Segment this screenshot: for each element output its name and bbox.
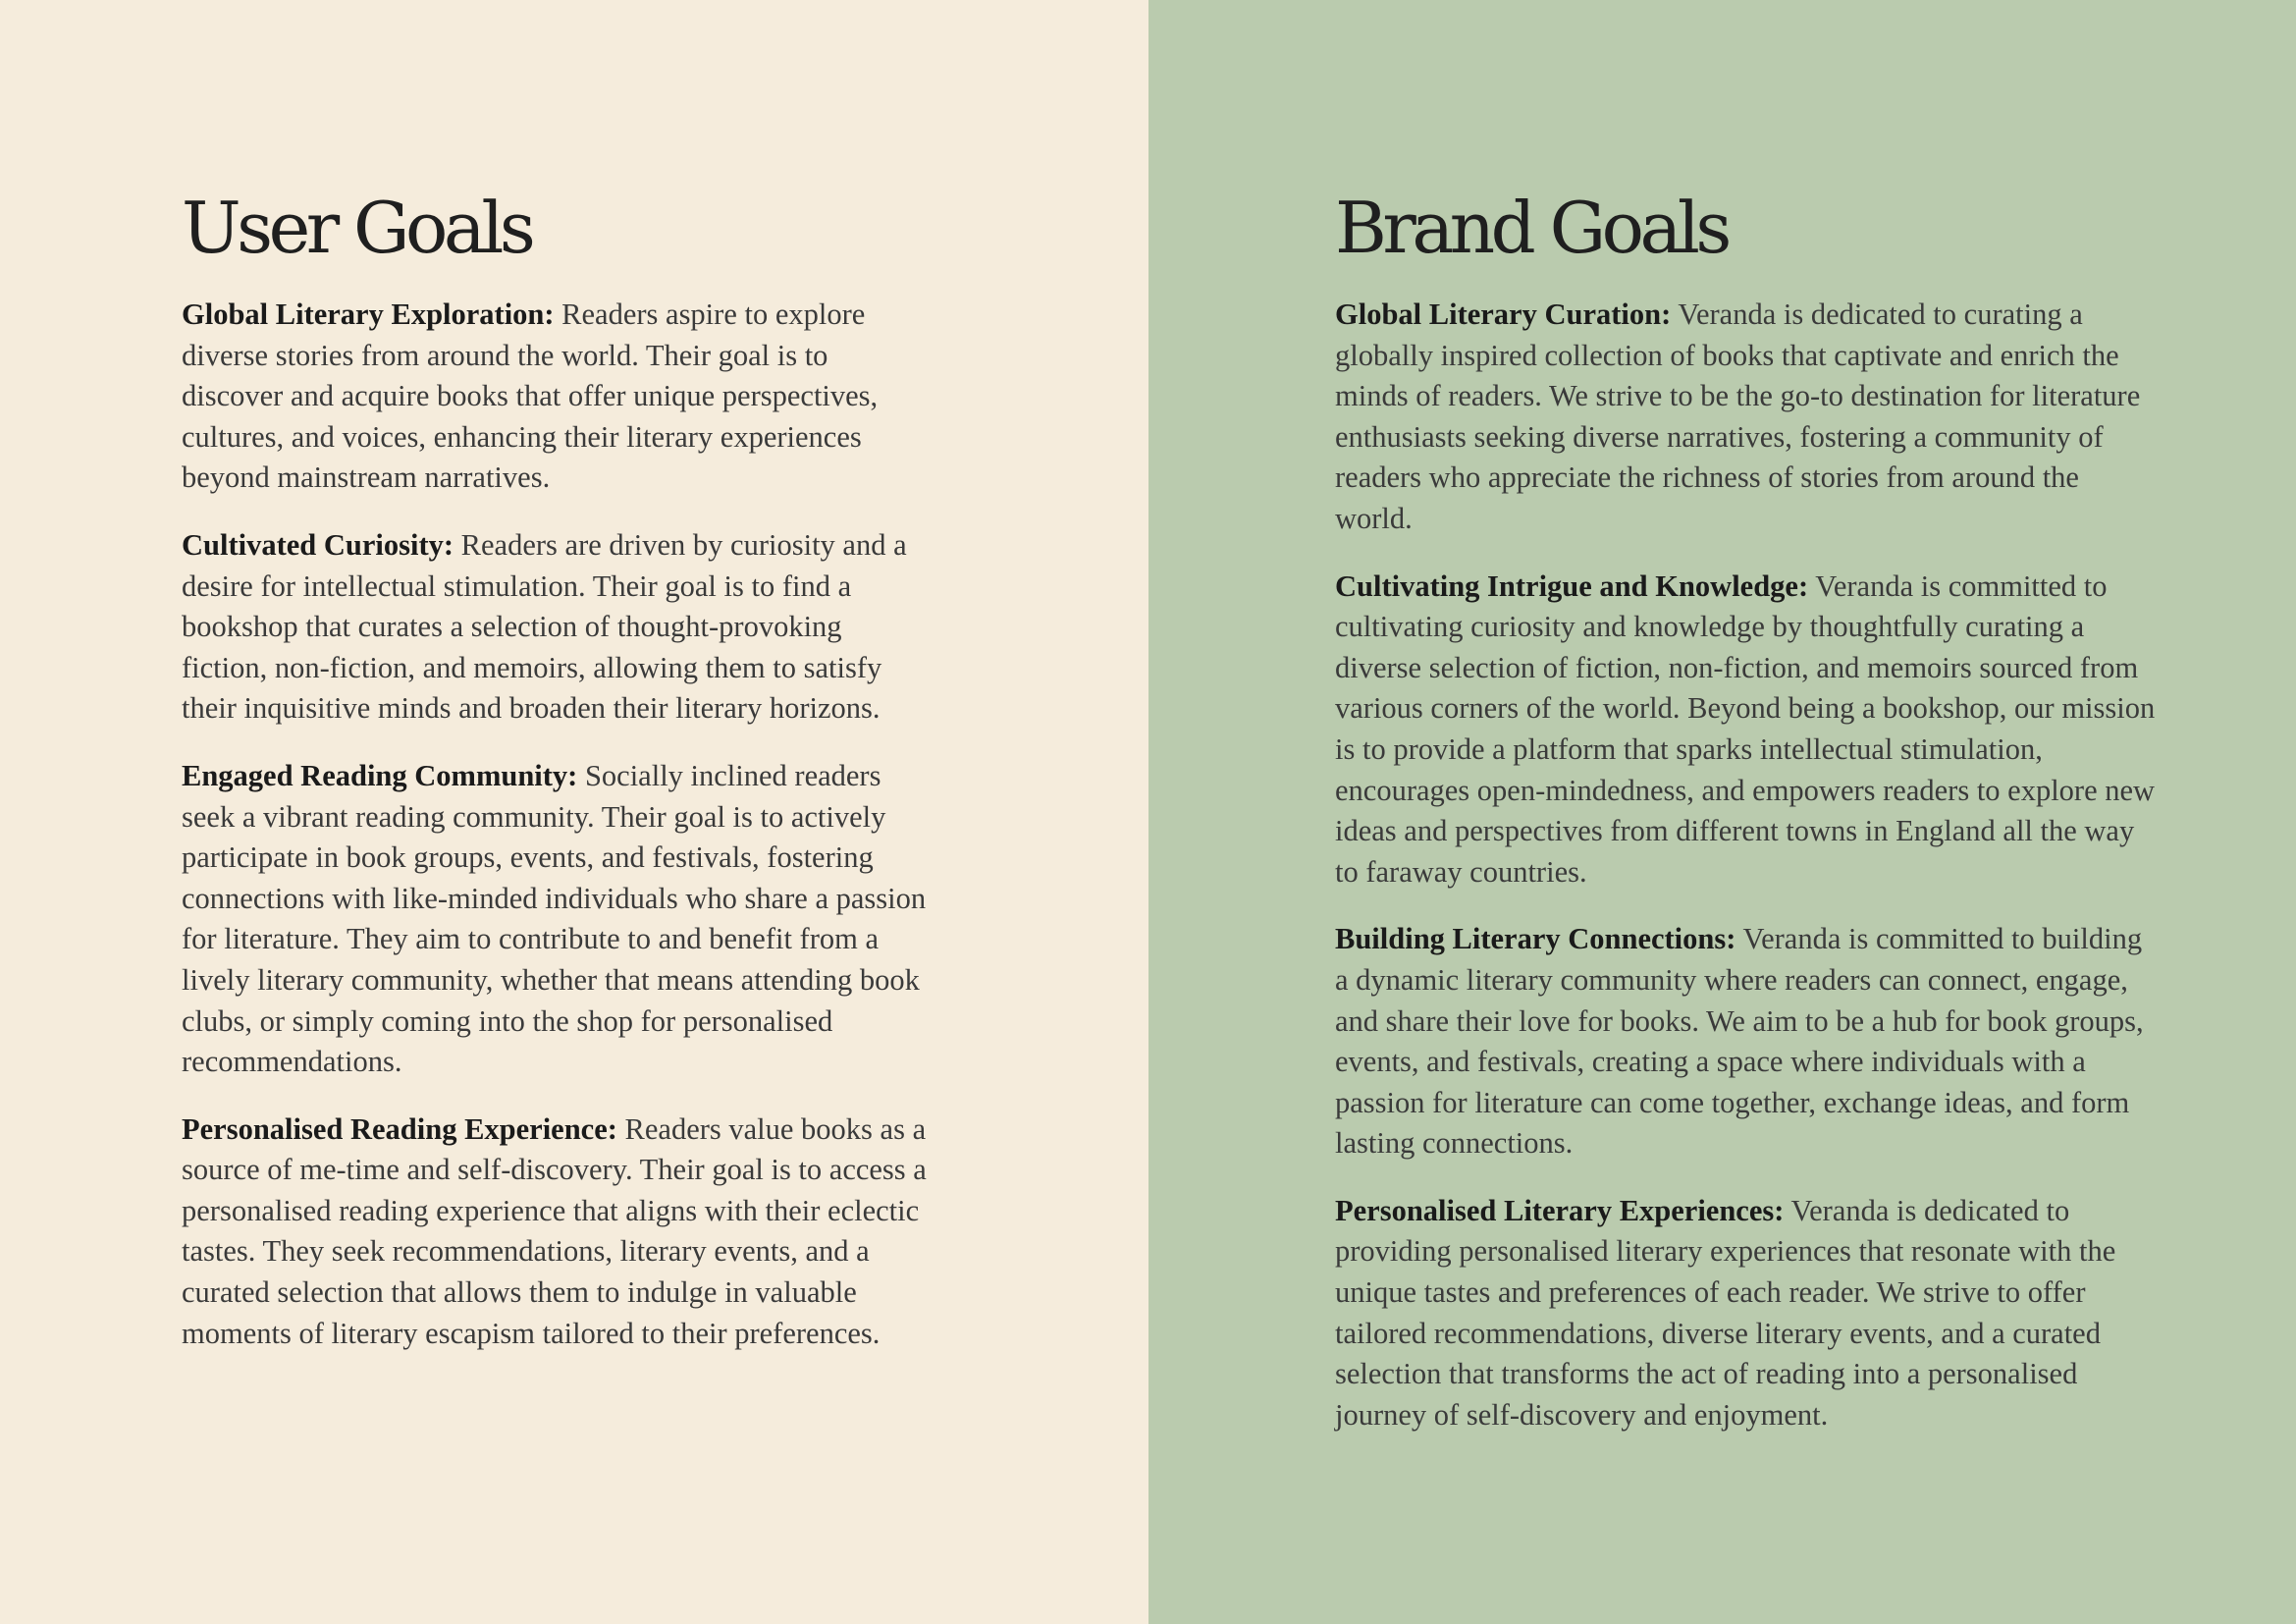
- user-goals-heading: User Goals: [182, 187, 532, 269]
- brand-goal-paragraph: [1335, 919, 2160, 1164]
- user-goal-title: Cultivated Curiosity:: [182, 527, 454, 562]
- brand-goal-text: Veranda is dedicated to curating a globally inspired collection of books that captivate and enrich the minds of readers. We strive to be the go-to destination for literature enthusiasts seeking diverse narratives, fostering a community of readers who appreciate the richness of stories from around the world.: [1335, 298, 2141, 535]
- user-goal-text: Readers are driven by curiosity and a desire for intellectual stimulation. Their goal is to find a bookshop that curates a selection of thought-provoking fiction, non-fiction, and memoirs, allowing them to satisfy their inquisitive minds and broaden their literary horizons.: [182, 527, 907, 726]
- user-goal-text: Readers aspire to explore diverse stories from around the world. Their goal is to discover and acquire books that offer unique perspectives, cultures, and voices, enhancing their literary experiences beyond mainstream narratives.: [182, 298, 879, 495]
- brand-goal-paragraph: [1335, 1191, 2160, 1436]
- brand-goals-column: [1335, 189, 2160, 1462]
- user-goal-paragraph: [182, 295, 928, 499]
- user-goal-paragraph: [182, 1110, 928, 1355]
- brand-goal-title: Building Literary Connections:: [1335, 922, 1736, 956]
- brand-goal-title: Global Literary Curation:: [1335, 298, 1672, 331]
- user-goal-text: Socially inclined readers seek a vibrant reading community. Their goal is to actively participate in book groups, events, and festivals, fostering connections with like-minded individuals who share a passion for literature. They aim to contribute to and benefit from a lively literary community, whether that means attending book clubs, or simply coming into the shop for personalised recommendations.: [182, 758, 927, 1079]
- user-goal-text: Readers value books as a source of me-time and self-discovery. Their goal is to access a personalised reading experience that aligns with their eclectic tastes. They seek recommendations, literary events, and a curated selection that allows them to indulge in valuable moments of literary escapism tailored to their preferences.: [182, 1111, 927, 1350]
- user-goal-title: Global Literary Exploration:: [182, 298, 555, 331]
- brand-goal-text: Veranda is committed to cultivating curiosity and knowledge by thoughtfully curating a diverse selection of fiction, non-fiction, and memoirs sourced from various corners of the world. Beyond being a bookshop, our mission is to provide a platform that sparks intellectual stimulation, encourages open-mindedness, and empowers readers to explore new ideas and perspectives from different towns in England all the way to faraway countries.: [1335, 568, 2156, 889]
- brand-goal-text: Veranda is committed to building a dynamic literary community where readers can connect, engage, and share their love for books. We aim to be a hub for book groups, events, and festivals, creating a space where individuals with a passion for literature can come together, exchange ideas, and form lasting connections.: [1335, 922, 2144, 1161]
- user-goal-title: Engaged Reading Community:: [182, 758, 578, 792]
- brand-goal-title: Personalised Literary Experiences:: [1335, 1193, 1785, 1227]
- brand-goal-text: Veranda is dedicated to providing personalised literary experiences that resonate with the unique tastes and preferences of each reader. We strive to offer tailored recommendations, diverse literary events, and a curated selection that transforms the act of reading into a personalised journey of self-discovery and enjoyment.: [1335, 1193, 2116, 1432]
- user-goal-paragraph: [182, 525, 928, 730]
- brand-goals-heading: Brand Goals: [1335, 187, 1728, 269]
- user-goal-paragraph: [182, 756, 928, 1083]
- brand-goal-paragraph: [1335, 567, 2160, 893]
- brand-goals-page: [1148, 0, 2296, 1624]
- brand-goal-title: Cultivating Intrigue and Knowledge:: [1335, 568, 1809, 603]
- user-goal-title: Personalised Reading Experience:: [182, 1111, 617, 1146]
- user-goals-column: [182, 189, 928, 1380]
- brand-goal-paragraph: [1335, 295, 2160, 540]
